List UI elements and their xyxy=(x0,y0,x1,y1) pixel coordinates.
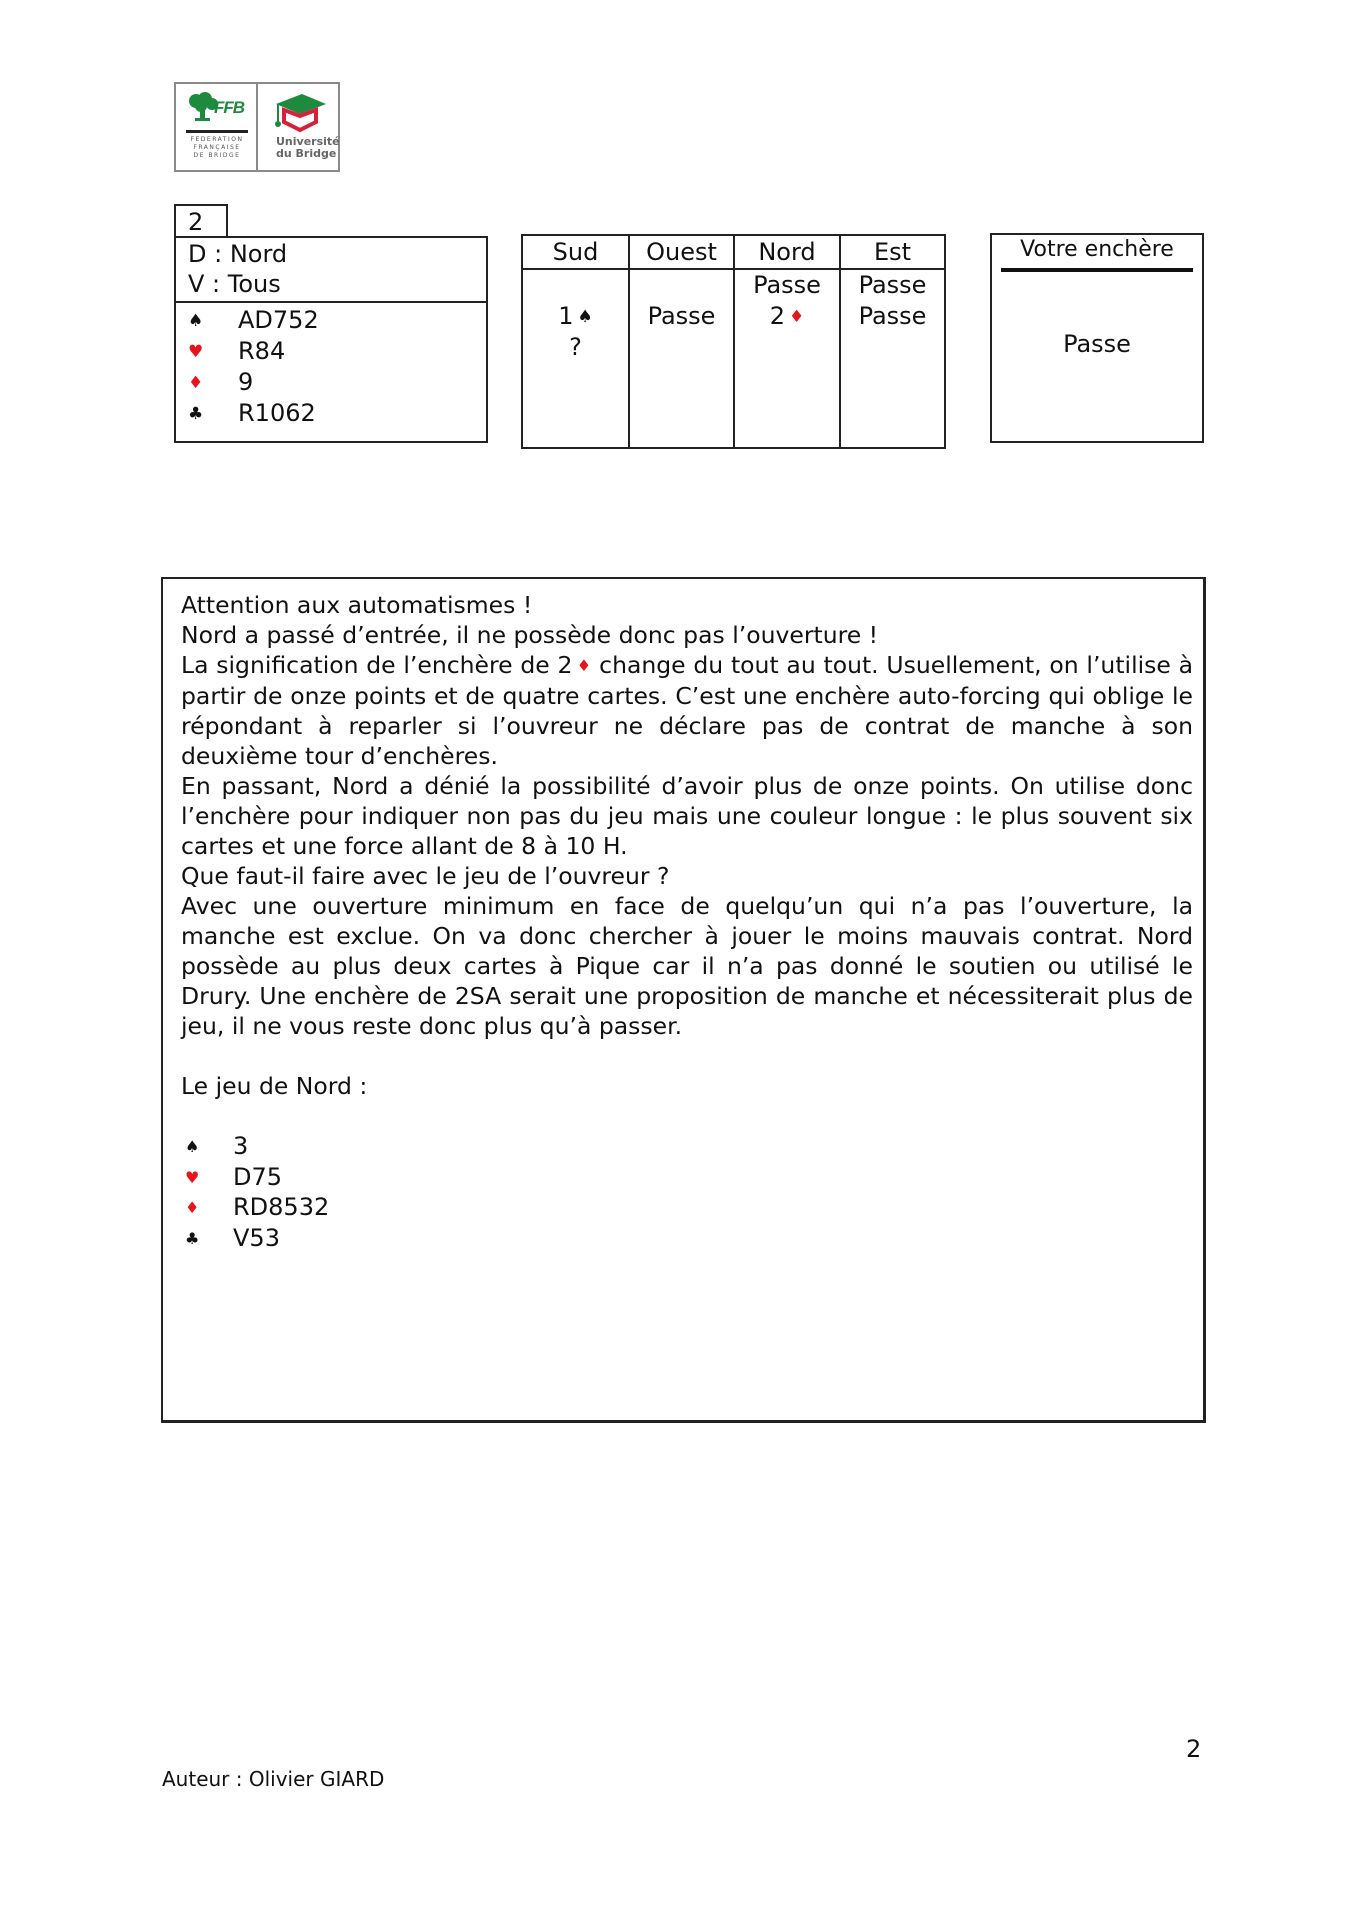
deal-number: 2 xyxy=(188,208,204,236)
diamond-icon: ♦ xyxy=(188,373,204,393)
north-suit-row xyxy=(181,1131,1193,1162)
dealer-line: D : Nord xyxy=(188,240,288,268)
commentary-paragraph: Avec une ouverture minimum en face de quelqu’un qui n’a pas l’ouverture, la manche est exclue. On va donc chercher à jouer le moins mauvais contrat. Nord possède au plus deux cartes à Pique car il n’a pas donné le soutien ou utilisé le Drury. Une enchère de 2SA serait une proposition de manche et nécessiterait plus de jeu, il ne vous reste donc plus qu’à passer. xyxy=(181,892,1193,1040)
bid: Passe xyxy=(647,302,716,330)
bidding-header: Ouest xyxy=(630,236,733,270)
your-bid-title: Votre enchère xyxy=(1020,237,1174,262)
suit-cards: AD752 xyxy=(238,306,319,334)
bid: ? xyxy=(569,333,582,361)
ffb-subtitle: FEDERATION FRANÇAISE DE BRIDGE xyxy=(190,136,244,159)
hand-suit-row xyxy=(188,399,316,430)
vulnerability-line: V : Tous xyxy=(188,270,281,298)
suit-cards: 3 xyxy=(233,1132,249,1160)
diamond-icon: ♦ xyxy=(576,656,592,675)
graduation-cap-icon xyxy=(268,92,328,134)
commentary-line: Nord a passé d’entrée, il ne possède donc pas l’ouverture ! xyxy=(181,621,879,649)
bidding-table xyxy=(521,234,946,449)
north-suit-row xyxy=(181,1162,1193,1193)
page-number: 2 xyxy=(1186,1735,1202,1763)
universite-text: Université du Bridge xyxy=(276,135,340,160)
suit-cards: 9 xyxy=(238,368,254,396)
commentary-paragraph: La signification de l’enchère de 2 ♦ change du tout au tout. Usuellement, on l’utilise à partir de onze points et de quatre cartes. C’est une enchère auto-forcing qui oblige le répondant à reparler si l’ouvreur ne déclare pas de contrat de manche à son deuxième tour d’enchères. xyxy=(181,651,1193,770)
bidding-header: Sud xyxy=(523,236,628,270)
author: Auteur : Olivier GIARD xyxy=(162,1767,385,1791)
deal-info xyxy=(176,238,486,303)
commentary-box xyxy=(161,577,1206,1423)
ffb-text: FFB xyxy=(214,98,245,117)
north-suit-row xyxy=(181,1223,1193,1254)
bid: Passe xyxy=(753,271,821,299)
bidding-header: Nord xyxy=(735,236,839,270)
bidding-column-nord xyxy=(733,236,839,447)
bid: 2 ♦ xyxy=(769,302,805,330)
bid xyxy=(523,270,628,301)
title-underline xyxy=(1001,268,1193,272)
hand-suit-row xyxy=(188,306,319,337)
commentary-text xyxy=(181,590,1193,1253)
club-icon: ♣ xyxy=(188,404,204,424)
logo-divider xyxy=(186,130,248,133)
bid: 1 ♠ xyxy=(558,302,593,330)
ffb-logo xyxy=(176,84,256,170)
diamond-icon: ♦ xyxy=(185,1198,200,1217)
suit-cards: R1062 xyxy=(238,399,316,427)
north-hand xyxy=(181,1131,1193,1253)
bid: Passe xyxy=(858,271,927,299)
spade-icon: ♠ xyxy=(577,307,593,327)
heart-icon: ♥ xyxy=(185,1167,200,1187)
bidding-column-ouest xyxy=(628,236,733,447)
heart-icon: ♥ xyxy=(188,342,204,362)
your-bid-value: Passe xyxy=(1063,330,1131,358)
universite-logo xyxy=(256,84,338,170)
bidding-column-sud xyxy=(523,236,628,447)
spade-icon: ♠ xyxy=(185,1137,200,1156)
commentary-paragraph: En passant, Nord a dénié la possibilité d’avoir plus de onze points. On utilise donc l’enchère pour indiquer non pas du jeu mais une couleur longue : le plus souvent six cartes et une force allant de 8 à 10 H. xyxy=(181,772,1193,860)
south-hand-box xyxy=(174,236,488,443)
north-hand-title: Le jeu de Nord : xyxy=(181,1072,368,1100)
deal-number-box xyxy=(174,204,228,238)
hand-suit-row xyxy=(188,368,253,399)
bid: Passe xyxy=(858,302,927,330)
north-suit-row xyxy=(181,1192,1193,1223)
commentary-line: Attention aux automatismes ! xyxy=(181,591,533,619)
diamond-icon: ♦ xyxy=(789,307,805,327)
commentary-question: Que faut-il faire avec le jeu de l’ouvreur ? xyxy=(181,862,670,890)
suit-cards: RD8532 xyxy=(233,1193,330,1221)
suit-cards: D75 xyxy=(233,1162,283,1191)
bid xyxy=(630,270,733,301)
hand-suit-row xyxy=(188,337,285,368)
logo xyxy=(174,82,340,172)
suit-cards: R84 xyxy=(238,337,286,365)
bidding-header: Est xyxy=(841,236,944,270)
spade-icon: ♠ xyxy=(188,311,204,331)
bidding-column-est xyxy=(839,236,944,447)
your-bid-box xyxy=(990,233,1204,443)
club-icon: ♣ xyxy=(185,1228,200,1248)
suit-cards: V53 xyxy=(233,1223,280,1252)
